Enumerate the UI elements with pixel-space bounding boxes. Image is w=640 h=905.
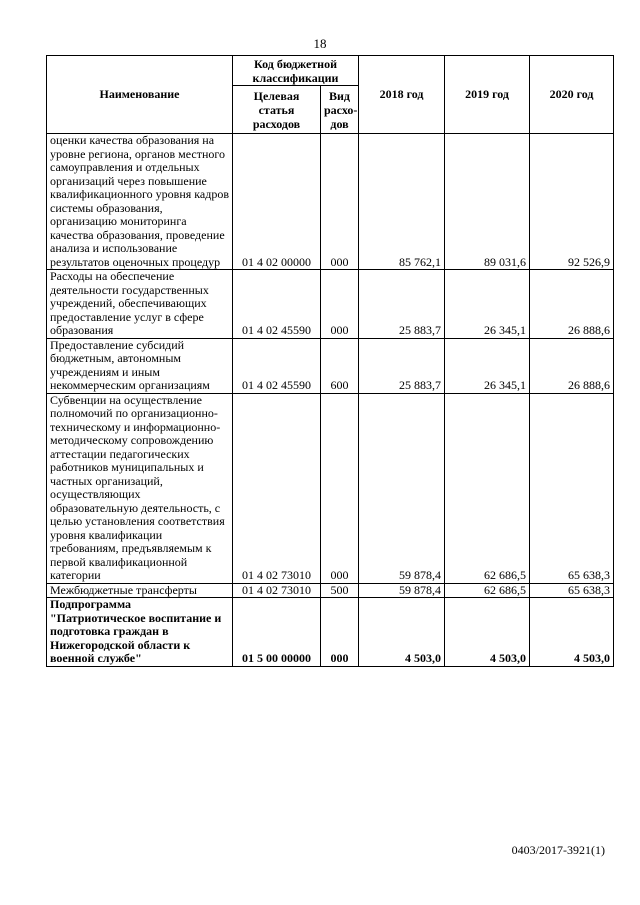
cell-2020: 26 888,6 xyxy=(530,270,614,339)
table-row xyxy=(47,598,614,667)
cell-expense-type: 000 xyxy=(321,270,359,339)
header-target-article: Целевая статья расходов xyxy=(233,86,321,134)
cell-name: Расходы на обеспечение деятельности государственных учреждений, обеспечивающих предоставление услуг в сфере образования xyxy=(47,270,233,339)
cell-name: Межбюджетные трансферты xyxy=(47,583,233,598)
cell-2019: 62 686,5 xyxy=(445,583,530,598)
cell-expense-type: 600 xyxy=(321,338,359,393)
cell-target-article: 01 4 02 45590 xyxy=(233,270,321,339)
page-number: 18 xyxy=(313,36,327,51)
cell-2019: 4 503,0 xyxy=(445,598,530,667)
cell-target-article: 01 4 02 00000 xyxy=(233,134,321,270)
cell-2019: 26 345,1 xyxy=(445,270,530,339)
cell-2018: 85 762,1 xyxy=(359,134,445,270)
cell-2018: 25 883,7 xyxy=(359,270,445,339)
cell-name: оценки качества образования на уровне региона, органов местного самоуправления и отдельных организаций через повышение квалификационного уровня кадров системы образования, организацию мониторинга качества образования, проведение анализа и использование результатов оценочных процедур xyxy=(47,134,233,270)
header-year-2020: 2020 год xyxy=(530,56,614,134)
cell-2020: 26 888,6 xyxy=(530,338,614,393)
cell-expense-type: 500 xyxy=(321,583,359,598)
cell-2020: 92 526,9 xyxy=(530,134,614,270)
cell-2019: 89 031,6 xyxy=(445,134,530,270)
cell-name: Подпрограмма "Патриотическое воспитание и подготовка граждан в Нижегородской области к военной службе" xyxy=(47,598,233,667)
cell-expense-type: 000 xyxy=(321,393,359,583)
cell-target-article: 01 4 02 45590 xyxy=(233,338,321,393)
header-budget-code: Код бюджетной классификации xyxy=(233,56,359,86)
table-row xyxy=(47,270,614,339)
document-code: 0403/2017-3921(1) xyxy=(511,843,605,857)
cell-2020: 4 503,0 xyxy=(530,598,614,667)
cell-target-article: 01 5 00 00000 xyxy=(233,598,321,667)
table-row xyxy=(47,134,614,270)
table-row xyxy=(47,338,614,393)
cell-2018: 4 503,0 xyxy=(359,598,445,667)
header-expense-type: Вид расхо-дов xyxy=(321,86,359,134)
cell-2020: 65 638,3 xyxy=(530,393,614,583)
table-row xyxy=(47,393,614,583)
table-row xyxy=(47,583,614,598)
header-year-2018: 2018 год xyxy=(359,56,445,134)
table-body xyxy=(47,134,614,667)
cell-name: Субвенции на осуществление полномочий по организационно-техническому и информационно-методическому сопровождению аттестации педагогических работников муниципальных и частных организаций, осуществляющих образовательную деятельность, с целью установления соответствия уровня квалификации требованиям, предъявляемым к первой квалификационной категории xyxy=(47,393,233,583)
cell-name: Предоставление субсидий бюджетным, автономным учреждениям и иным некоммерческим организациям xyxy=(47,338,233,393)
cell-2018: 59 878,4 xyxy=(359,583,445,598)
cell-2020: 65 638,3 xyxy=(530,583,614,598)
cell-expense-type: 000 xyxy=(321,598,359,667)
cell-expense-type: 000 xyxy=(321,134,359,270)
cell-2019: 26 345,1 xyxy=(445,338,530,393)
budget-table xyxy=(46,55,614,667)
cell-2019: 62 686,5 xyxy=(445,393,530,583)
cell-target-article: 01 4 02 73010 xyxy=(233,393,321,583)
cell-2018: 25 883,7 xyxy=(359,338,445,393)
header-year-2019: 2019 год xyxy=(445,56,530,134)
cell-target-article: 01 4 02 73010 xyxy=(233,583,321,598)
header-name: Наименование xyxy=(47,56,233,134)
cell-2018: 59 878,4 xyxy=(359,393,445,583)
